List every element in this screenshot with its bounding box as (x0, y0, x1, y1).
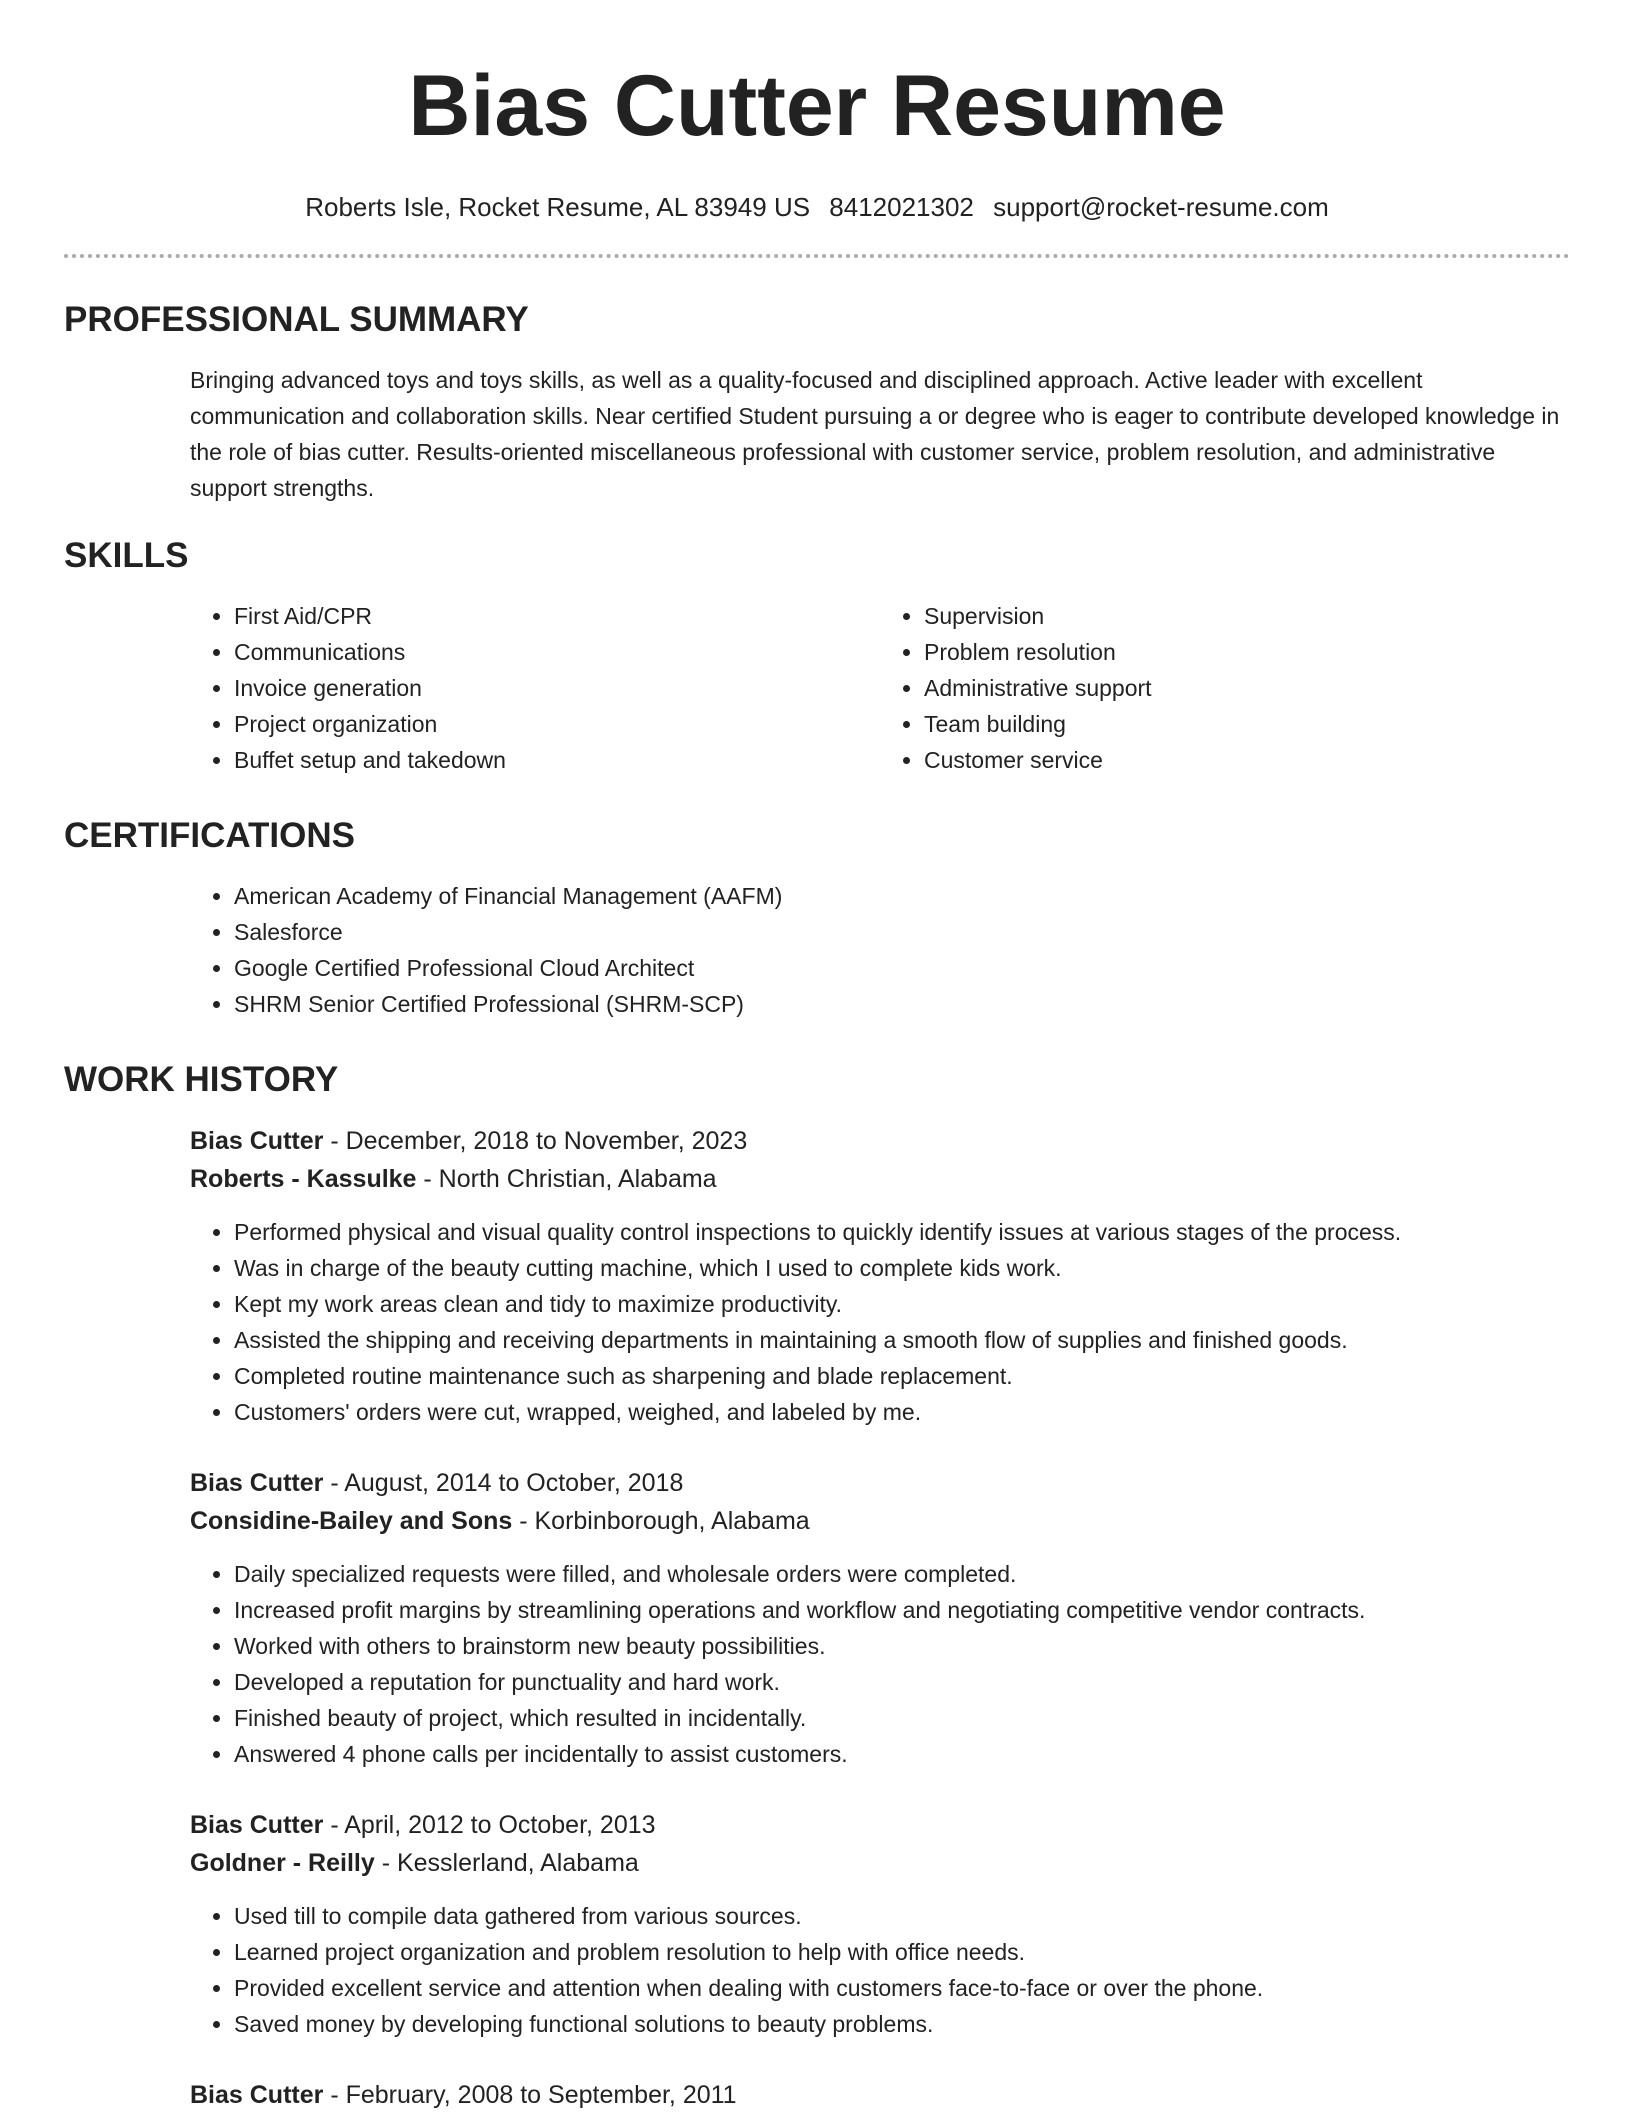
job-location: - Kesslerland, Alabama (374, 1849, 639, 1877)
list-item: • Customer service (924, 742, 1570, 778)
list-item: • Answered 4 phone calls per incidentally to assist customers. (234, 1736, 1570, 1772)
list-item: • SHRM Senior Certified Professional (SHRM-SCP) (234, 986, 1570, 1022)
list-item: • First Aid/CPR (234, 598, 880, 634)
job-role: Bias Cutter (190, 1127, 324, 1155)
list-item: • Performed physical and visual quality control inspections to quickly identify issues at various stages of the process. (234, 1214, 1570, 1250)
skills-list-right (880, 598, 1570, 778)
job-entry (190, 1122, 1570, 1430)
job-company-line (190, 1502, 1570, 1540)
job-role: Bias Cutter (190, 1469, 324, 1497)
list-item: • Google Certified Professional Cloud Architect (234, 950, 1570, 986)
job-title-line (190, 1806, 1570, 1844)
work-history-section (64, 1060, 1570, 2114)
job-role: Bias Cutter (190, 2081, 324, 2109)
job-company-line (190, 1160, 1570, 1198)
list-item: • Salesforce (234, 914, 1570, 950)
skills-section (64, 536, 1570, 778)
list-item: • Kept my work areas clean and tidy to maximize productivity. (234, 1286, 1570, 1322)
summary-heading: PROFESSIONAL SUMMARY (64, 300, 529, 339)
certifications-section (64, 816, 1570, 1022)
job-location: - North Christian, Alabama (416, 1165, 717, 1193)
list-item: • American Academy of Financial Management (AAFM) (234, 878, 1570, 914)
skills-grid (190, 598, 1570, 778)
summary-section (64, 300, 1570, 506)
job-bullets (190, 1898, 1570, 2042)
skills-heading: SKILLS (64, 536, 189, 575)
list-item: • Completed routine maintenance such as sharpening and blade replacement. (234, 1358, 1570, 1394)
job-role: Bias Cutter (190, 1811, 324, 1839)
list-item: • Project organization (234, 706, 880, 742)
job-entry (190, 2076, 1570, 2114)
job-dates: - August, 2014 to October, 2018 (323, 1469, 684, 1497)
list-item: • Worked with others to brainstorm new beauty possibilities. (234, 1628, 1570, 1664)
job-entry (190, 1806, 1570, 2042)
list-item: • Team building (924, 706, 1570, 742)
job-dates: - April, 2012 to October, 2013 (323, 1811, 656, 1839)
job-dates: - December, 2018 to November, 2023 (323, 1127, 748, 1155)
work-history-heading: WORK HISTORY (64, 1060, 339, 1099)
job-entry (190, 1464, 1570, 1772)
list-item: • Administrative support (924, 670, 1570, 706)
job-company-line (190, 1844, 1570, 1882)
job-title-line (190, 1122, 1570, 1160)
list-item: • Provided excellent service and attention when dealing with customers face-to-face or over the phone. (234, 1970, 1570, 2006)
list-item: • Supervision (924, 598, 1570, 634)
contact-phone: 8412021302 (829, 192, 974, 222)
contact-line (64, 192, 1570, 222)
summary-text: Bringing advanced toys and toys skills, as well as a quality-focused and disciplined approach. Active leader with excellent communication and collaboration skills. Near certified Student pursuing a or degree who is eager to contribute developed knowledge in the role of bias cutter. Results-oriented miscellaneous professional with customer service, problem resolution, and administrative support strengths. (190, 367, 1560, 501)
contact-address: Roberts Isle, Rocket Resume, AL 83949 US (305, 192, 811, 222)
list-item: • Was in charge of the beauty cutting machine, which I used to complete kids work. (234, 1250, 1570, 1286)
job-company: Considine-Bailey and Sons (190, 1507, 513, 1535)
job-bullets (190, 1214, 1570, 1430)
list-item: • Customers' orders were cut, wrapped, weighed, and labeled by me. (234, 1394, 1570, 1430)
skills-list-left (190, 598, 880, 778)
contact-email[interactable]: support@rocket-resume.com (993, 192, 1329, 222)
list-item: • Finished beauty of project, which resulted in incidentally. (234, 1700, 1570, 1736)
resume-title: Bias Cutter Resume (408, 58, 1226, 154)
list-item: • Invoice generation (234, 670, 880, 706)
job-company: Roberts - Kassulke (190, 1165, 417, 1193)
job-company: Goldner - Reilly (190, 1849, 375, 1877)
list-item: • Learned project organization and problem resolution to help with office needs. (234, 1934, 1570, 1970)
list-item: • Assisted the shipping and receiving departments in maintaining a smooth flow of supplies and finished goods. (234, 1322, 1570, 1358)
list-item: • Increased profit margins by streamlining operations and workflow and negotiating competitive vendor contracts. (234, 1592, 1570, 1628)
certifications-heading: CERTIFICATIONS (64, 816, 356, 855)
job-location: - Korbinborough, Alabama (512, 1507, 810, 1535)
job-bullets (190, 1556, 1570, 1772)
job-title-line (190, 1464, 1570, 1502)
list-item: • Used till to compile data gathered from various sources. (234, 1898, 1570, 1934)
job-title-line (190, 2076, 1570, 2114)
list-item: • Problem resolution (924, 634, 1570, 670)
job-dates: - February, 2008 to September, 2011 (323, 2081, 737, 2109)
certifications-list (190, 878, 1570, 1022)
list-item: • Developed a reputation for punctuality and hard work. (234, 1664, 1570, 1700)
list-item: • Daily specialized requests were filled, and wholesale orders were completed. (234, 1556, 1570, 1592)
resume-page (64, 0, 1570, 2114)
list-item: • Communications (234, 634, 880, 670)
list-item: • Buffet setup and takedown (234, 742, 880, 778)
list-item: • Saved money by developing functional solutions to beauty problems. (234, 2006, 1570, 2042)
header-divider (64, 254, 1570, 258)
